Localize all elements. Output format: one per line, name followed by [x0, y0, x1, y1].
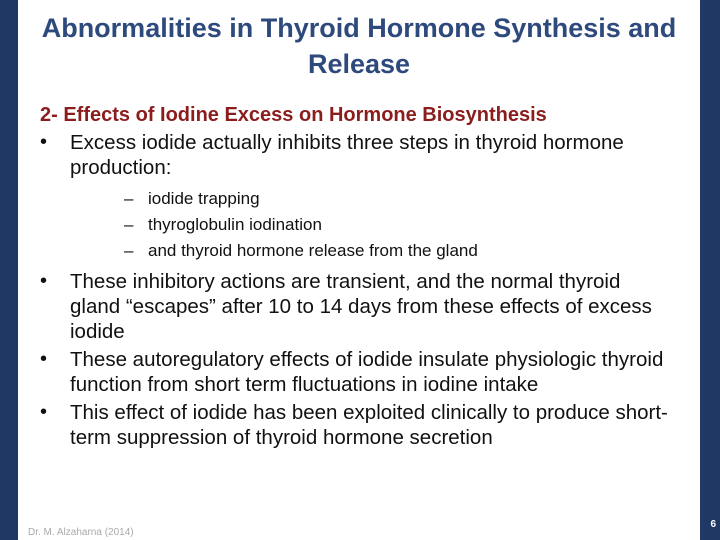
- sub-bullet-item: [70, 238, 670, 264]
- bullet-icon: •: [40, 401, 48, 423]
- page-number: 6: [710, 519, 716, 530]
- title-line-1: Abnormalities in Thyroid Hormone Synthesis and: [41, 13, 677, 43]
- sub-bullet-text: and thyroid hormone release from the gland: [148, 241, 478, 260]
- bullet-item: [18, 347, 700, 397]
- bullet-text: These autoregulatory effects of iodide insulate physiologic thyroid function from short term fluctuations in iodine intake: [70, 348, 664, 396]
- bullet-text: This effect of iodide has been exploited clinically to produce short-term suppression of thyroid hormone secretion: [70, 401, 668, 449]
- bullet-icon: •: [40, 270, 48, 292]
- footer-author: Dr. M. Alzaharna (2014): [28, 527, 134, 538]
- bullet-icon: •: [40, 131, 48, 153]
- bullet-item: [18, 269, 700, 344]
- sub-bullet-item: [70, 186, 670, 212]
- sub-bullet-text: thyroglobulin iodination: [148, 215, 322, 234]
- bullet-item: [18, 130, 700, 264]
- sub-bullet-item: [70, 212, 670, 238]
- bullet-icon: •: [40, 348, 48, 370]
- sub-bullet-text: iodide trapping: [148, 189, 260, 208]
- bullet-list: [18, 130, 700, 450]
- dash-icon: –: [124, 189, 134, 208]
- section-subtitle: 2- Effects of Iodine Excess on Hormone Biosynthesis: [40, 104, 547, 126]
- dash-icon: –: [124, 215, 134, 234]
- slide-content: [18, 0, 700, 540]
- sub-bullet-list: [70, 186, 670, 264]
- slide-title: [18, 10, 700, 82]
- bullet-text: These inhibitory actions are transient, and the normal thyroid gland “escapes” after 10 to 14 days from these effects of excess iodide: [70, 270, 652, 343]
- bullet-item: [18, 400, 700, 450]
- dash-icon: –: [124, 241, 134, 260]
- bullet-text: Excess iodide actually inhibits three steps in thyroid hormone production:: [70, 131, 624, 179]
- title-line-2: Release: [307, 49, 411, 79]
